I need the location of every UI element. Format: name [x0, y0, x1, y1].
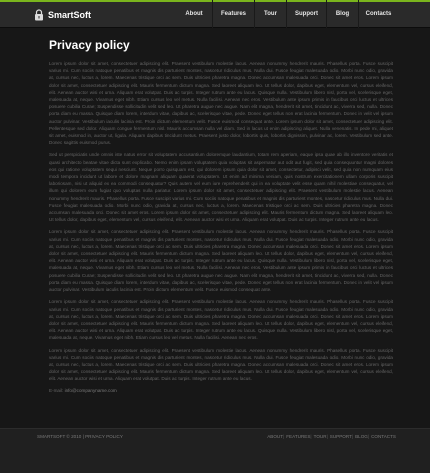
header-bar	[0, 0, 430, 28]
footer-separator: |	[351, 434, 354, 439]
policy-paragraph: Lorem ipsum dolor sit amet, consectetuer adipiscing elit. Praesent vestibulum molestie lacus. Aenean nonummy hendrerit mauris. Phasellus porta. Fusce suscipit varius mi. Cum sociis natoque penatibus et magnis dis parturient montes, nascetur ridiculus mus. Nulla dui. Fusce feugiat malesuada odio. Morbi nunc odio, gravida at, cursus nec, luctus a, lorem. Maecenas tristique orci ac sem. Duis ultricies pharetra magna. Donec accumsan malesuada orci. Donec sit amet eros. Lorem ipsum dolor sit amet, consectetuer adipiscing elit. Mauris fermentum dictum magna. Sed laoreet aliquam leo. Ut tellus dolor, dapibus eget, elementum vel, cursus eleifend, elit. Aenean auctor wisi et urna. Aliquam erat volutpat. Duis ac turpis. Integer rutrum ante eu lacus. Quisque nulla. Vestibulum libero nisl, porta vel, scelerisque eget, malesuada at, neque. Vivamus eget nibh. Etiam cursus leo vel metus. Nulla facilisi. Aenean nec eros. Vestibulum ante ipsum primis in faucibus orci luctus et ultrices posuere cubilia Curae; Suspendisse sollicitudin velit sed leo. Ut pharetra augue nec augue. Nam elit magna, hendrerit sit amet, tincidunt ac, viverra sed, nulla. Donec porta diam eu massa. Quisque diam lorem, interdum vitae, dapibus ac, scelerisque vitae, pede. Donec eget tellus non erat lacinia fermentum. Donec in velit vel ipsum auctor pulvinar. Vestibulum iaculis lacinia est. Proin dictum elementum velit. Fusce euismod consequat ante.	[49, 229, 393, 293]
page-title: Privacy policy	[49, 38, 130, 52]
logo[interactable]	[34, 8, 91, 22]
footer-link-blog[interactable]: BLOG	[355, 434, 368, 439]
footer-link-about[interactable]: ABOUT	[267, 434, 284, 439]
nav-item-support[interactable]: Support	[286, 0, 326, 28]
nav-item-features[interactable]: Features	[212, 0, 254, 28]
policy-paragraph: Sed ut perspiciatis unde omnis iste natus error sit voluptatem accusantium doloremque laudantium, totam rem aperiam, eaque ipsa quae ab illo inventore veritatis et quasi architecto beatae vitae dicta sunt explicabo. Nemo enim ipsam voluptatem quia voluptas sit aspernatur aut odit aut fugit, sed quia consequuntur magni dolores eos qui ratione voluptatem sequi nesciunt. Neque porro quisquam est, qui dolorem ipsum quia dolor sit amet, consectetur, adipisci velit, sed quia non numquam eius modi tempora incidunt ut labore et dolore magnam aliquam quaerat voluptatem. Ut enim ad minima veniam, quis nostrum exercitationem ullam corporis suscipit laboriosam, nisi ut aliquid ex ea commodi consequatur? Quis autem vel eum iure reprehenderit qui in ea voluptate velit esse quam nihil molestiae consequatur, vel illum qui dolorem eum fugiat quo voluptas nulla pariatur. Lorem ipsum dolor sit amet, consectetuer adipiscing elit. Praesent vestibulum molestie lacus. Aenean nonummy hendrerit mauris. Phasellus porta. Fusce suscipit varius mi. Cum sociis natoque penatibus et magnis dis parturient montes, nascetur ridiculus mus. Nulla dui. Fusce feugiat malesuada odio. Morbi nunc odio, gravida at, cursus nec, luctus a, lorem. Maecenas tristique orci ac sem. Duis ultricies pharetra magna. Donec accumsan malesuada orci. Donec sit amet eros. Lorem ipsum dolor sit amet, consectetuer adipiscing elit. Mauris fermentum dictum magna. Sed laoreet aliquam leo. Ut tellus dolor, dapibus eget, elementum vel, cursus eleifend, elit. Aenean auctor wisi et urna. Aliquam erat volutpat. Duis ac turpis. Integer rutrum ante eu lacus.	[49, 152, 393, 223]
main-content	[49, 38, 393, 393]
footer-separator: |	[367, 434, 370, 439]
nav-item-contacts[interactable]: Contacts	[358, 0, 398, 28]
footer-link-contacts[interactable]: CONTACTS	[371, 434, 396, 439]
footer-link-features[interactable]: FEATURES	[286, 434, 311, 439]
footer-link-support[interactable]: SUPPORT	[329, 434, 352, 439]
footer-copyright: SMARTSOFT © 2010 | PRIVACY POLICY	[37, 434, 123, 439]
main-nav	[176, 0, 398, 28]
footer-separator: |	[283, 434, 285, 439]
policy-paragraph: Lorem ipsum dolor sit amet, consectetuer adipiscing elit. Praesent vestibulum molestie lacus. Aenean nonummy hendrerit mauris. Phasellus porta. Fusce suscipit varius mi. Cum sociis natoque penatibus et magnis dis parturient montes, nascetur ridiculus mus. Nulla dui. Fusce feugiat malesuada odio. Morbi nunc odio, gravida at, cursus nec, luctus a, lorem. Maecenas tristique orci ac sem. Duis ultricies pharetra magna. Donec accumsan malesuada orci. Donec sit amet eros. Lorem ipsum dolor sit amet, consectetuer adipiscing elit. Mauris fermentum dictum magna. Sed laoreet aliquam leo. Ut tellus dolor, dapibus eget, elementum vel, cursus eleifend, elit. Aenean auctor wisi et urna. Aliquam erat volutpat. Duis ac turpis. Integer rutrum ante eu lacus. Quisque nulla. Vestibulum libero nisl, porta vel, scelerisque eget, malesuada at, neque. Vivamus eget nibh. Etiam cursus leo vel metus. Nulla facilisi. Aenean nec eros. Vestibulum ante ipsum primis in faucibus orci luctus et ultrices posuere cubilia Curae; Suspendisse sollicitudin velit sed leo. Ut pharetra augue nec augue. Nam elit magna, hendrerit sit amet, tincidunt ac, viverra sed, nulla. Donec porta diam eu massa. Quisque diam lorem, interdum vitae, dapibus ac, scelerisque vitae, pede. Donec eget tellus non erat lacinia fermentum. Donec in velit vel ipsum auctor pulvinar. Vestibulum iaculis lacinia est. Proin dictum elementum velit. Fusce euismod consequat ante. Lorem ipsum dolor sit amet, consectetuer adipiscing elit. Pellentesque sed dolor. Aliquam congue fermentum nisl. Mauris accumsan nulla vel diam. Sed in lacus ut enim adipiscing aliquet. Nulla venenatis. In pede mi, aliquet sit amet, euismod in, auctor ut, ligula. Aliquam dapibus tincidunt metus. Praesent justo dolor, lobortis quis, lobortis dignissim, pulvinar ac, lorem. Vestibulum sed ante. Donec sagittis euismod purus.	[49, 61, 393, 146]
lock-icon	[34, 9, 44, 21]
email-link[interactable]: info@companyname.com	[64, 387, 117, 393]
footer-link-tour[interactable]: TOUR	[313, 434, 327, 439]
policy-paragraph: Lorem ipsum dolor sit amet, consectetuer adipiscing elit. Praesent vestibulum molestie lacus. Aenean nonummy hendrerit mauris. Phasellus porta. Fusce suscipit varius mi. Cum sociis natoque penatibus et magnis dis parturient montes, nascetur ridiculus mus. Nulla dui. Fusce feugiat malesuada odio. Morbi nunc odio, gravida at, cursus nec, luctus a, lorem. Maecenas tristique orci ac sem. Duis ultricies pharetra magna. Donec accumsan malesuada orci. Donec sit amet eros. Lorem ipsum dolor sit amet, consectetuer adipiscing elit. Mauris fermentum dictum magna. Sed laoreet aliquam leo. Ut tellus dolor, dapibus eget, elementum vel, cursus eleifend, elit. Aenean auctor wisi et urna. Aliquam erat volutpat. Duis ac turpis. Integer rutrum ante eu lacus. Quisque nulla. Vestibulum libero nisl, porta vel, scelerisque eget, malesuada at, neque. Vivamus eget nibh. Etiam cursus leo vel metus. Nulla facilisi. Aenean nec eros.	[49, 299, 393, 341]
nav-item-tour[interactable]: Tour	[254, 0, 286, 28]
policy-paragraph: Lorem ipsum dolor sit amet, consectetuer adipiscing elit. Praesent vestibulum molestie lacus. Aenean nonummy hendrerit mauris. Phasellus porta. Fusce suscipit varius mi. Cum sociis natoque penatibus et magnis dis parturient montes, nascetur ridiculus mus. Nulla dui. Fusce feugiat malesuada odio. Morbi nunc odio, gravida at, cursus nec, luctus a, lorem. Maecenas tristique orci ac sem. Duis ultricies pharetra magna. Donec accumsan malesuada orci. Donec sit amet eros. Lorem ipsum dolor sit amet, consectetuer adipiscing elit. Mauris fermentum dictum magna. Sed laoreet aliquam leo. Ut tellus dolor, dapibus eget, elementum vel, cursus eleifend, elit. Aenean auctor wisi et urna. Aliquam erat volutpat. Duis ac turpis. Integer rutrum ante eu lacus.	[49, 347, 393, 382]
email-label: E-mail:	[49, 387, 65, 393]
email-line	[49, 388, 393, 393]
nav-item-about[interactable]: About	[185, 11, 203, 17]
footer-separator: |	[326, 434, 328, 439]
footer-separator: |	[310, 434, 312, 439]
footer-nav	[267, 434, 396, 439]
brand-name: SmartSoft	[48, 10, 92, 20]
nav-item-blog[interactable]: Blog	[326, 0, 358, 28]
footer	[0, 428, 430, 473]
